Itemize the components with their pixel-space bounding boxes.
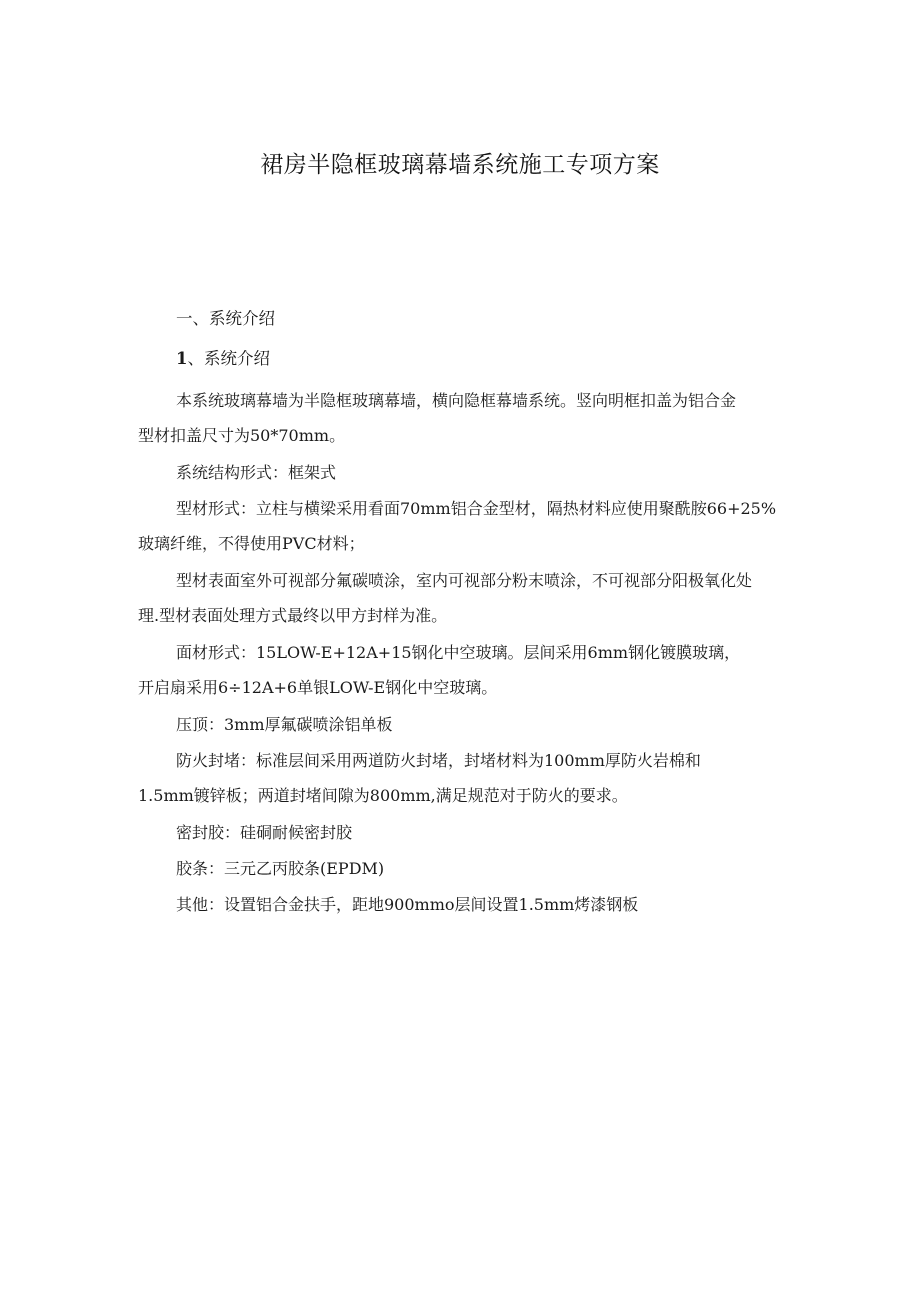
paragraph-line: 型材形式：立柱与横梁采用看面70mm铝合金型材，隔热材料应使用聚酰胺66+25% <box>176 499 777 518</box>
paragraph-line: 本系统玻璃幕墙为半隐框玻璃幕墙，横向隐框幕墙系统。竖向明框扣盖为铝合金 <box>176 391 737 410</box>
paragraph-coping <box>138 707 788 742</box>
paragraph-fire <box>138 743 788 813</box>
paragraph-gasket <box>138 851 788 886</box>
subsection-label: 、系统介绍 <box>187 349 270 368</box>
section-heading: 一、系统介绍 <box>176 309 275 328</box>
paragraph-line: 型材扣盖尺寸为50*70mm。 <box>138 426 346 445</box>
subsection-number: 1 <box>176 349 188 368</box>
paragraph-line: 1.5mm镀锌板；两道封堵间隙为800mm,满足规范对于防火的要求。 <box>138 786 628 805</box>
paragraph-line: 压顶：3mm厚氟碳喷涂铝单板 <box>176 715 393 734</box>
paragraph-surface <box>138 563 788 633</box>
paragraph-structure <box>138 455 788 490</box>
document-title: 裙房半隐框玻璃幕墙系统施工专项方案 <box>260 152 660 178</box>
paragraph-sealant <box>138 815 788 850</box>
subsection-heading <box>176 345 270 369</box>
paragraph-line: 型材表面室外可视部分氟碳喷涂，室内可视部分粉末喷涂，不可视部分阳极氧化处 <box>176 571 753 590</box>
paragraph-line: 开启扇采用6÷12A+6单银LOW-E钢化中空玻璃。 <box>138 678 498 697</box>
paragraph-line: 玻璃纤维，不得使用PVC材料； <box>138 534 365 553</box>
paragraph-line: 面材形式：15LOW-E+12A+15钢化中空玻璃。层间采用6mm钢化镀膜玻璃， <box>176 643 741 662</box>
paragraph-line: 系统结构形式：框架式 <box>176 463 337 482</box>
paragraph-other <box>138 887 788 922</box>
paragraph-line: 胶条：三元乙丙胶条(EPDM) <box>176 859 385 878</box>
paragraph-intro <box>138 383 788 453</box>
paragraph-line: 其他：设置铝合金扶手，距地900mmo层间设置1.5mm烤漆钢板 <box>176 895 639 914</box>
paragraph-profile <box>138 491 788 561</box>
paragraph-glass <box>138 635 788 705</box>
paragraph-line: 防火封堵：标准层间采用两道防火封堵，封堵材料为100mm厚防火岩棉和 <box>176 751 701 770</box>
paragraph-line: 理.型材表面处理方式最终以甲方封样为准。 <box>138 606 448 625</box>
paragraph-line: 密封胶：硅硐耐候密封胶 <box>176 823 353 842</box>
